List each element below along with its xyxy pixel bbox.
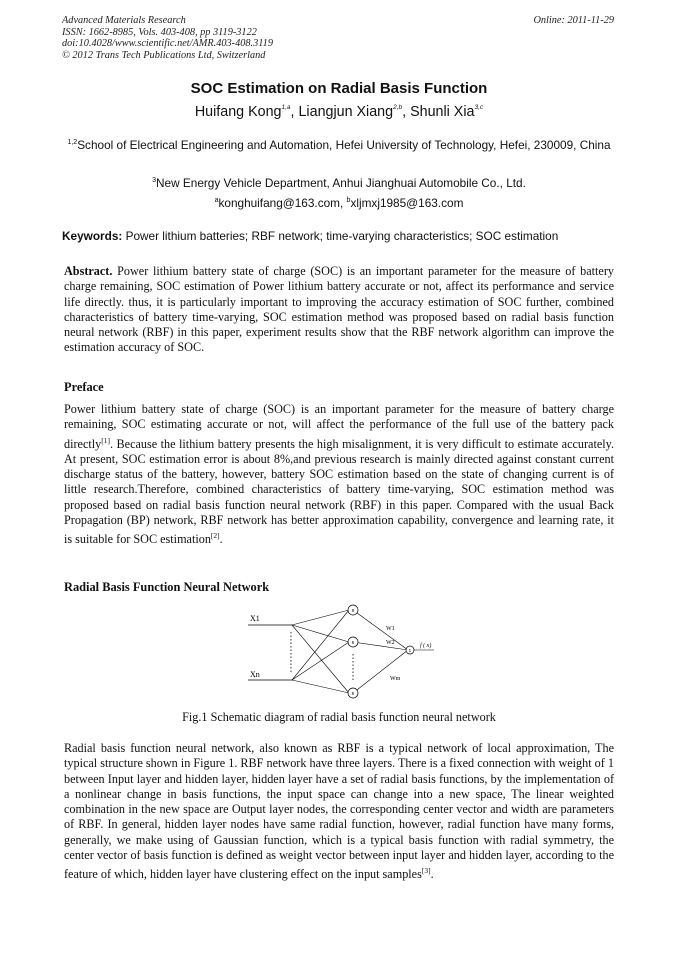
figure-caption: Fig.1 Schematic diagram of radial basis function neural network — [182, 710, 496, 724]
journal-doi: doi:10.4028/www.scientific.net/AMR.403-408.3119 — [62, 38, 273, 50]
rbf-heading: Radial Basis Function Neural Network — [64, 580, 270, 594]
author-sup: 1,a — [281, 104, 291, 111]
author-list — [0, 104, 678, 120]
keywords-label: Keywords: — [62, 229, 123, 243]
affiliation-text: New Energy Vehicle Department, Anhui Jianghuai Automobile Co., Ltd. — [156, 176, 526, 190]
edge — [292, 680, 349, 693]
rbf-network-diagram — [240, 600, 440, 702]
weight-label-wm: Wm — [390, 676, 401, 682]
hidden-node-label: R — [351, 691, 355, 696]
author-separator: , — [290, 104, 299, 120]
journal-copyright: © 2012 Trans Tech Publications Ltd, Switzerland — [62, 49, 266, 61]
keywords-text: Power lithium batteries; RBF network; time-varying characteristics; SOC estimation — [122, 229, 559, 243]
affiliation-sup: 3 — [152, 177, 157, 184]
hidden-node-label: R — [351, 640, 355, 645]
rbf-text: Radial basis function neural network, also known as RBF is a typical network of local approximation, The typical structure shown in Figure 1. RBF network have three layers. There is a fixed connection with weight of 1 between Input layer and hidden layer, hidden layer have a set of radial basis functions, by the implementation of a nonlinear change in basis functions, the input space can change into a new space, The linear weighted combination in the new space are Output layer nodes, the corresponding center vector and width are parameters of RBF. In general, hidden layer nodes have same radial function, however, radial function have many forms, generally, we make using of Gaussian function, which is a typical basis function with radial symmetry, the center vector of basis function is defined as weight vector between input layer and hidden layer, according to the feature of which, hidden layer have clustering effect on the input samples — [64, 741, 614, 882]
edge — [292, 625, 349, 642]
hidden-node-label: R — [351, 608, 355, 613]
affiliation-text: School of Electrical Engineering and Automation, Hefei University of Technology, Hefei, 230009, China — [77, 138, 611, 152]
email-a: konghuifang@163.com, — [218, 196, 347, 210]
email-sup: b — [346, 197, 351, 204]
author-name: Liangjun Xiang — [298, 104, 394, 120]
preface-text: . Because the lithium battery presents the high misalignment, it is very difficult to estimate accurately. At present, SOC estimation error is about 8%,and previous research is mainly directed against constant current discharge status of the battery, however, battery SOC estimation based on the state of changing current is of little research.Therefore, combined characteristics of battery time-varying, SOC estimation method was proposed based on radial basis function neural network (RBF) in this paper. Compared with the usual Back Propagation (BP) network, RBF network has better approximation capability, convergence and learning rate, it is suitable for SOC estimation — [64, 436, 614, 547]
edge — [353, 642, 408, 650]
preface-text: . — [219, 532, 223, 547]
email-sup: a — [214, 197, 219, 204]
edge — [292, 610, 349, 625]
output-label: f ( x) — [420, 643, 432, 649]
weight-label-w2: W2 — [386, 640, 395, 646]
email-b: xljmxj1985@163.com — [350, 196, 464, 210]
abstract-label: Abstract. — [64, 264, 113, 278]
weight-label-w1: W1 — [386, 626, 395, 632]
author-separator: , — [402, 104, 411, 120]
author-name: Huifang Kong — [194, 104, 282, 120]
input-label-x1: X1 — [250, 614, 260, 623]
abstract-text: Power lithium battery state of charge (SOC) is an important parameter for the measure of battery charge remaining, SOC estimation of Power lithium battery accurate or not, affect its performance and service life directly. thus, it is particularly important to improving the accuracy estimation of SOC further, combined characteristics of battery time-varying, SOC estimation method was proposed based on radial basis function neural network (RBF) in this paper, experiment results show that the RBF network algorithm can improve the estimation accuracy of SOC. — [64, 264, 614, 355]
author-sup: 3,c — [474, 104, 484, 111]
edge — [353, 650, 408, 693]
input-label-xn: Xn — [250, 670, 260, 679]
affiliation-1 — [62, 135, 616, 154]
keywords — [62, 229, 616, 243]
edge — [353, 610, 408, 650]
output-node-label: Σ — [408, 648, 412, 653]
edge — [292, 642, 349, 680]
rbf-paragraph — [64, 741, 614, 883]
paper-title: SOC Estimation on Radial Basis Function — [190, 80, 488, 97]
journal-name: Advanced Materials Research — [62, 15, 186, 26]
journal-header — [62, 15, 273, 61]
journal-issn: ISSN: 1662-8985, Vols. 403-408, pp 3119-3122 — [62, 26, 257, 38]
author-name: Shunli Xia — [410, 104, 475, 120]
edge — [292, 625, 349, 693]
rbf-text: . — [430, 867, 434, 882]
citation: [2] — [210, 531, 220, 541]
abstract — [64, 264, 614, 356]
citation: [3] — [421, 866, 431, 876]
author-sup: 2,b — [393, 104, 403, 111]
preface-paragraph — [64, 402, 614, 548]
edge — [292, 610, 349, 680]
preface-heading: Preface — [64, 380, 104, 394]
affiliation-sup: 1,2 — [67, 139, 78, 146]
citation: [1] — [101, 435, 110, 445]
emails — [62, 193, 616, 212]
online-date: Online: 2011-11-29 — [533, 15, 614, 26]
preface-text: Power lithium battery state of charge (SOC) is an important parameter for the measure of battery charge remaining, SOC estimating accurate or not, will affect the performance of the full use of the battery pack directly — [64, 402, 614, 451]
affiliation-2 — [62, 173, 616, 192]
